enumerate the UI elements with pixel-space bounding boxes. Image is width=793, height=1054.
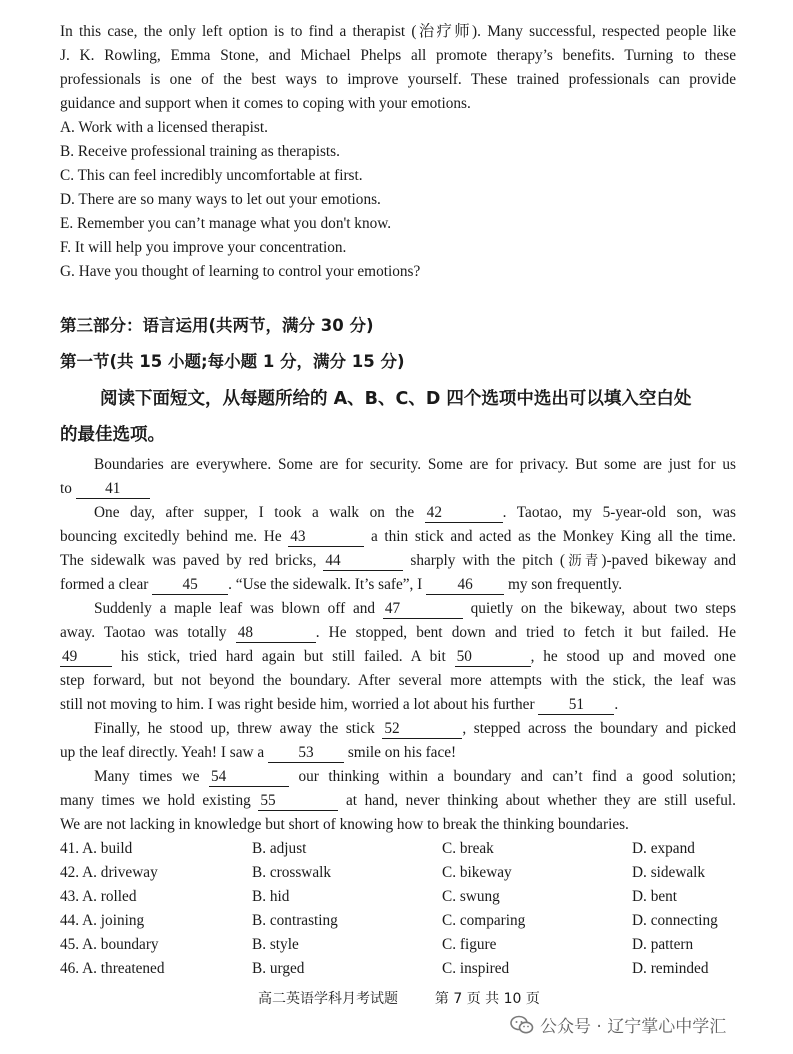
- option-line: D. There are so many ways to let out your emotions.: [60, 191, 381, 208]
- subsection-title: 第一节(共 15 小题;每小题 1 分，满分 15 分): [60, 352, 405, 371]
- question-option: 41. A. build: [60, 840, 133, 857]
- option-line: A. Work with a licensed therapist.: [60, 119, 268, 136]
- blank-52: 52: [382, 720, 462, 739]
- question-option: C. comparing: [442, 912, 526, 929]
- question-row: [60, 837, 750, 861]
- question-option: 42. A. driveway: [60, 864, 158, 881]
- top-paragraph-line: professionals is one of the best ways to improve yourself. These trained professionals can provide: [60, 71, 736, 88]
- question-option: C. figure: [442, 936, 497, 953]
- question-option: 43. A. rolled: [60, 888, 137, 905]
- question-option: D. expand: [632, 840, 695, 857]
- blank-42: 42: [425, 504, 503, 523]
- blank-45: 45: [152, 576, 228, 595]
- top-paragraph-line: guidance and support when it comes to coping with your emotions.: [60, 95, 471, 112]
- passage-line: formed a clear 45 . “Use the sidewalk. It’s safe”, I 46 my son frequently.: [60, 576, 623, 593]
- blank-50: 50: [455, 648, 531, 667]
- question-row: [60, 909, 750, 933]
- top-paragraph-line: J. K. Rowling, Emma Stone, and Michael Phelps all promote therapy’s benefits. Turning to these: [60, 47, 736, 64]
- watermark-text: 公众号 · 辽宁掌心中学汇: [540, 1017, 727, 1037]
- passage-line: still not moving to him. I was right beside him, worried a lot about his further 51 .: [60, 696, 619, 713]
- blank-53: 53: [268, 744, 344, 763]
- passage-line: Finally, he stood up, threw away the stick 52 , stepped across the boundary and picked: [94, 720, 737, 737]
- part-title: 第三部分：语言运用(共两节，满分 30 分): [60, 316, 374, 335]
- blank-43: 43: [288, 528, 364, 547]
- question-option: B. crosswalk: [252, 864, 332, 881]
- question-option: C. inspired: [442, 960, 510, 977]
- passage-line: Suddenly a maple leaf was blown off and 47 quietly on the bikeway, about two steps: [94, 600, 737, 617]
- question-option: 44. A. joining: [60, 912, 145, 929]
- watermark: [510, 1012, 726, 1037]
- question-option: C. swung: [442, 888, 500, 905]
- passage-line: Many times we 54 our thinking within a boundary and can’t find a good solution;: [94, 768, 736, 785]
- blank-54: 54: [209, 768, 289, 787]
- passage-line: away. Taotao was totally 48 . He stopped, bent down and tried to fetch it but failed. He: [60, 624, 736, 641]
- question-option: D. reminded: [632, 960, 709, 977]
- passage-line: step forward, but not beyond the boundary. After several more attempts with the stick, the leaf was: [60, 672, 736, 689]
- page-footer: [258, 988, 540, 1008]
- question-option: D. sidewalk: [632, 864, 706, 881]
- question-row: [60, 885, 750, 909]
- passage-line: 49 his stick, tried hard again but still failed. A bit 50 , he stood up and moved one: [62, 648, 736, 665]
- question-option: B. adjust: [252, 840, 307, 857]
- question-row: [60, 861, 750, 885]
- blank-51: 51: [538, 696, 614, 715]
- blank-48: 48: [236, 624, 316, 643]
- blank-47: 47: [383, 600, 463, 619]
- blank-44: 44: [323, 552, 403, 571]
- blank-49: 49: [60, 648, 112, 667]
- instruction-line: 阅读下面短文，从每题所给的 A、B、C、D 四个选项中选出可以填入空白处: [100, 389, 692, 409]
- passage-line: to 41: [60, 477, 736, 501]
- question-row: [60, 933, 750, 957]
- option-line: E. Remember you can’t manage what you don't know.: [60, 215, 392, 232]
- passage-line: We are not lacking in knowledge but short of knowing how to break the thinking boundaries.: [60, 816, 629, 833]
- instruction-line: 的最佳选项。: [60, 425, 165, 445]
- question-option: D. pattern: [632, 936, 694, 953]
- option-line: G. Have you thought of learning to control your emotions?: [60, 263, 421, 280]
- question-option: B. contrasting: [252, 912, 338, 929]
- passage-line: The sidewalk was paved by red bricks, 44 sharply with the pitch (沥青)-paved bikeway and: [60, 552, 736, 569]
- question-option: 45. A. boundary: [60, 936, 159, 953]
- footer-page-number: 第 7 页 共 10 页: [434, 991, 540, 1007]
- question-row: [60, 957, 750, 981]
- option-line: B. Receive professional training as therapists.: [60, 143, 340, 160]
- question-option: B. style: [252, 936, 299, 953]
- top-paragraph-line: In this case, the only left option is to find a therapist (治疗师). Many successful, respected people like: [60, 23, 736, 40]
- passage-line: Boundaries are everywhere. Some are for security. Some are for privacy. But some are just for us: [94, 456, 736, 473]
- wechat-icon: [510, 1015, 534, 1035]
- option-line: F. It will help you improve your concentration.: [60, 239, 347, 256]
- blank-55: 55: [258, 792, 338, 811]
- option-line: C. This can feel incredibly uncomfortable at first.: [60, 167, 363, 184]
- passage-line: up the leaf directly. Yeah! I saw a 53 smile on his face!: [60, 744, 457, 761]
- passage-line: bouncing excitedly behind me. He 43 a thin stick and acted as the Monkey King all the time.: [60, 528, 737, 545]
- question-option: D. connecting: [632, 912, 718, 929]
- question-option: D. bent: [632, 888, 678, 905]
- question-option: C. break: [442, 840, 494, 857]
- question-option: B. hid: [252, 888, 290, 905]
- blank-46: 46: [426, 576, 504, 595]
- footer-title: 高二英语学科月考试题: [258, 991, 398, 1007]
- question-option: C. bikeway: [442, 864, 512, 881]
- question-option: B. urged: [252, 960, 305, 977]
- passage-line: many times we hold existing 55 at hand, never thinking about whether they are still useful.: [60, 792, 736, 809]
- blank-41: 41: [76, 480, 150, 499]
- passage-line: One day, after supper, I took a walk on the 42 . Taotao, my 5-year-old son, was: [94, 504, 736, 521]
- question-option: 46. A. threatened: [60, 960, 165, 977]
